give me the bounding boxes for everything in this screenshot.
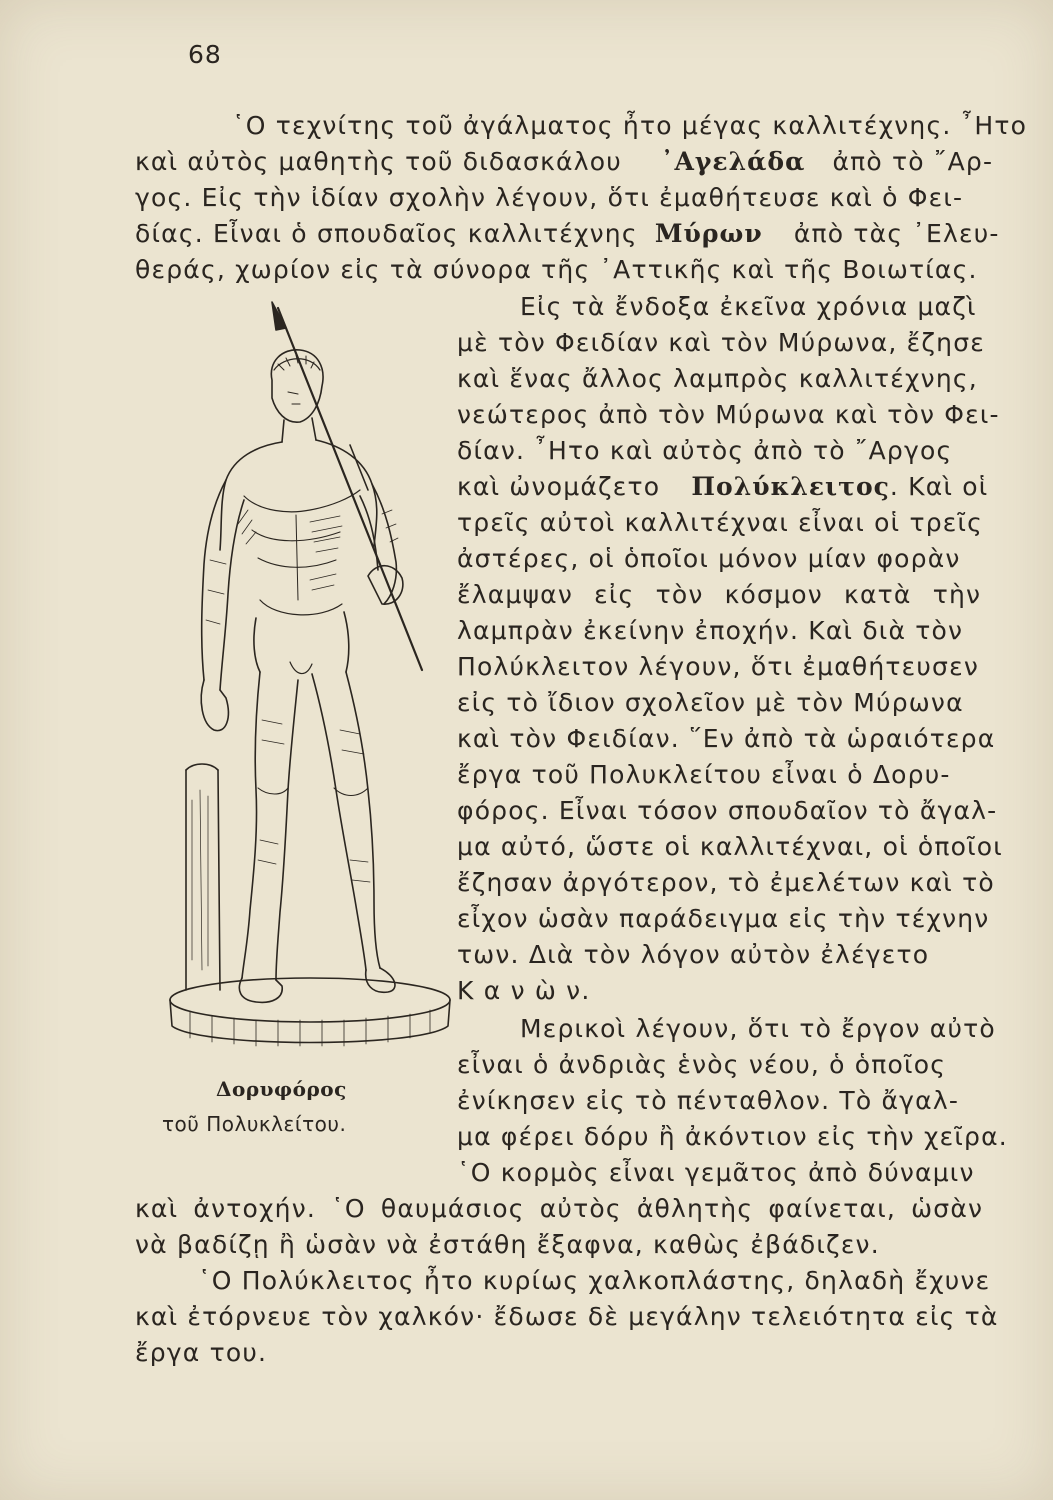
- paragraph-3-line-7: νὰ βαδίζῃ ἢ ὡσὰν νὰ ἐστάθη ἔξαφνα, καθὼς ἐβάδιζεν.: [135, 1230, 880, 1259]
- doryphoros-statue-illustration: [160, 300, 460, 1060]
- paragraph-2-line-9: ἔλαμψαν εἰς τὸν κόσμον κατὰ τὴν: [457, 580, 982, 609]
- paragraph-2-line-12: εἰς τὸ ἴδιον σχολεῖον μὲ τὸν Μύρωνα: [457, 688, 964, 717]
- paragraph-4-line-1: ῾Ο Πολύκλειτος ἦτο κυρίως χαλκοπλάστης, δηλαδὴ ἔχυνε: [198, 1266, 991, 1295]
- page-number: 68: [188, 40, 222, 69]
- paragraph-2-line-16: μα αὐτό, ὥστε οἱ καλλιτέχναι, οἱ ὁποῖοι: [457, 832, 1003, 861]
- paragraph-2-line-13: καὶ τὸν Φειδίαν. ῞Εν ἀπὸ τὰ ὡραιότερα: [457, 724, 996, 753]
- paragraph-2-line-10: λαμπρὰν ἐκείνην ἐποχήν. Καὶ διὰ τὸν: [457, 616, 964, 645]
- paragraph-3-line-6: καὶ ἀντοχήν. ῾Ο θαυμάσιος αὐτὸς ἀθλητὴς φαίνεται, ὡσὰν: [135, 1194, 984, 1223]
- paragraph-2-line-2: μὲ τὸν Φειδίαν καὶ τὸν Μύρωνα, ἔζησε: [457, 328, 985, 357]
- paragraph-2-line-15: φόρος. Εἶναι τόσον σπουδαῖον τὸ ἄγαλ-: [457, 796, 998, 825]
- paragraph-1-line-4-tail: ἀπὸ τὰς ᾿Ελευ-: [793, 219, 1000, 248]
- paragraph-2-line-4: νεώτερος ἀπὸ τὸν Μύρωνα καὶ τὸν Φει-: [457, 400, 1000, 429]
- paragraph-2-line-8: ἀστέρες, οἱ ὁποῖοι μόνον μίαν φορὰν: [457, 544, 961, 573]
- paragraph-2-line-19: των. Διὰ τὸν λόγον αὐτὸν ἐλέγετο: [457, 940, 930, 969]
- name-myron: Μύρων: [654, 219, 763, 248]
- paragraph-3-line-1: Μερικοὶ λέγουν, ὅτι τὸ ἔργον αὐτὸ: [520, 1014, 996, 1043]
- paragraph-1-line-3: γος. Εἰς τὴν ἰδίαν σχολὴν λέγουν, ὅτι ἐμαθήτευσε καὶ ὁ Φει-: [135, 183, 964, 212]
- paragraph-3-line-2: εἶναι ὁ ἀνδριὰς ἑνὸς νέου, ὁ ὁποῖος: [457, 1050, 947, 1079]
- paragraph-2-line-14: ἔργα τοῦ Πολυκλείτου εἶναι ὁ Δορυ-: [457, 760, 951, 789]
- paragraph-3-line-3: ἐνίκησεν εἰς τὸ πένταθλον. Τὸ ἄγαλ-: [457, 1086, 960, 1115]
- paragraph-1-line-4: [135, 221, 1000, 246]
- paragraph-2-line-3: καὶ ἕνας ἄλλος λαμπρὸς καλλιτέχνης,: [457, 364, 978, 393]
- figure-caption-title: Δορυφόρος: [216, 1077, 347, 1101]
- name-polykleitos: Πολύκλειτος: [691, 472, 890, 501]
- paragraph-2-line-6-tail: . Καὶ οἱ: [889, 472, 989, 501]
- paragraph-4-line-2: καὶ ἐτόρνευε τὸν χαλκόν· ἔδωσε δὲ μεγάλην τελειότητα εἰς τὰ: [135, 1302, 999, 1331]
- paragraph-1-line-1: ῾Ο τεχνίτης τοῦ ἀγάλματος ἦτο μέγας καλλιτέχνης. ῏Ητο: [232, 111, 1028, 140]
- paragraph-2-line-17: ἔζησαν ἀργότερον, τὸ ἐμελέτων καὶ τὸ: [457, 868, 995, 897]
- paragraph-2-line-11: Πολύκλειτον λέγουν, ὅτι ἐμαθήτευσεν: [457, 652, 979, 681]
- paragraph-1-line-4-text: δίας. Εἶναι ὁ σπουδαῖος καλλιτέχνης: [135, 219, 638, 248]
- paragraph-1-line-2-text: καὶ αὐτὸς μαθητὴς τοῦ διδασκάλου: [135, 147, 622, 176]
- paragraph-2-line-7: τρεῖς αὐτοὶ καλλιτέχναι εἶναι οἱ τρεῖς: [457, 508, 984, 537]
- paragraph-3-line-4: μα φέρει δόρυ ἢ ἀκόντιον εἰς τὴν χεῖρα.: [457, 1122, 1008, 1151]
- name-ageladas: ᾿Αγελάδα: [661, 147, 806, 176]
- paragraph-1-line-2: [135, 149, 993, 174]
- paragraph-1-line-2-tail: ἀπὸ τὸ ῎Αρ-: [832, 147, 994, 176]
- paragraph-3-line-5: ῾Ο κορμὸς εἶναι γεμᾶτος ἀπὸ δύναμιν: [457, 1158, 975, 1187]
- paragraph-2-line-5: δίαν. ῏Ητο καὶ αὐτὸς ἀπὸ τὸ ῎Αργος: [457, 436, 953, 465]
- paragraph-2-line-6-text: καὶ ὠνομάζετο: [457, 472, 661, 501]
- paragraph-1-line-5: θεράς, χωρίον εἰς τὰ σύνορα τῆς ᾿Αττικῆς καὶ τῆς Βοιωτίας.: [135, 255, 978, 284]
- figure-caption-subtitle: τοῦ Πολυκλείτου.: [162, 1112, 347, 1136]
- paragraph-2-line-18: εἶχον ὡσὰν παράδειγμα εἰς τὴν τέχνην: [457, 904, 990, 933]
- paragraph-2-line-6: [457, 474, 988, 499]
- paragraph-2-line-20: Κ α ν ὼ ν.: [457, 976, 591, 1005]
- paragraph-2-line-1: Εἰς τὰ ἔνδοξα ἐκεῖνα χρόνια μαζὶ: [520, 292, 977, 321]
- paragraph-4-line-3: ἔργα του.: [135, 1338, 268, 1367]
